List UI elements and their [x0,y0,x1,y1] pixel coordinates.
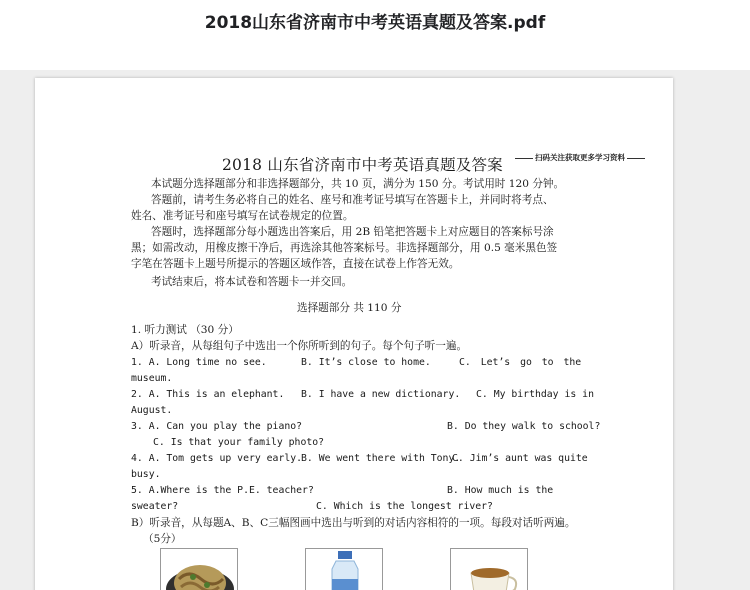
part-instruction: A）听录音，从每组句子中选出一个你所听到的句子。每个句子听一遍。 [131,340,468,352]
part-b-score: （5分） [143,533,182,545]
part-heading: 1. 听力测试 （30 分） [131,324,239,336]
promo-text: 扫码关注获取更多学习资料 [513,152,647,163]
question-2-a: 2. A. This is an elephant. [131,389,285,400]
section-heading: 选择题部分 共 110 分 [297,302,402,314]
intro-line: 姓名、准考证号和座号填写在试卷规定的位置。 [131,210,354,222]
intro-line: 答题时，选择题部分每小题选出答案后，用 2B 铅笔把答题卡上对应题目的答案标号涂 [151,226,554,238]
question-3-b: B. Do they walk to school? [447,421,601,432]
question-4-c: C. Jim’s aunt was quite [452,453,588,464]
question-2-c-cont: August. [131,405,173,416]
question-3-a: 3. A. Can you play the piano? [131,421,303,432]
noodles-picture [160,548,238,590]
question-5-a: 5. A.Where is the P.E. teacher? [131,485,314,496]
question-2-c: C. My birthday is in [476,389,594,400]
document-title: 2018 山东省济南市中考英语真题及答案 [222,156,503,174]
question-1-c: C. Let’s go to the [459,357,582,368]
question-5-b-cont: sweater? [131,501,179,512]
question-4-a: 4. A. Tom gets up very early. [131,453,303,464]
pdf-page [35,78,673,590]
question-1-c-cont: museum. [131,373,173,384]
intro-line: 字笔在答题卡上题号所提示的答题区域作答，直接在试卷上作答无效。 [131,258,460,270]
question-2-b: B. I have a new dictionary. [301,389,461,400]
viewer-header [0,0,750,70]
tea-cup-picture [450,548,528,590]
part-b-instruction: B）听录音，从每题A、B、C三幅图画中选出与听到的对话内容相符的一项。每段对话听两遍。 [131,517,576,529]
question-1-b: B. It’s close to home. [301,357,431,368]
intro-line: 考试结束后，将本试卷和答题卡一并交回。 [151,276,353,288]
intro-line: 答题前，请考生务必将自己的姓名、座号和准考证号填写在答题卡上，并同时将考点、 [151,194,554,206]
question-4-b: B. We went there with Tony. [301,453,461,464]
question-5-c: C. Which is the longest river? [316,501,493,512]
question-4-c-cont: busy. [131,469,161,480]
intro-line: 黑；如需改动，用橡皮擦干净后，再选涂其他答案标号。非选择题部分，用 0.5 毫米黑色签 [131,242,558,254]
intro-line: 本试题分选择题部分和非选择题部分，共 10 页，满分为 150 分。考试用时 120 分钟。 [151,178,565,190]
water-bottle-picture [305,548,383,590]
question-3-c: C. Is that your family photo? [153,437,325,448]
question-1-a: 1. A. Long time no see. [131,357,267,368]
question-5-b: B. How much is the [447,485,554,496]
file-title: 2018山东省济南市中考英语真题及答案.pdf [204,13,546,33]
